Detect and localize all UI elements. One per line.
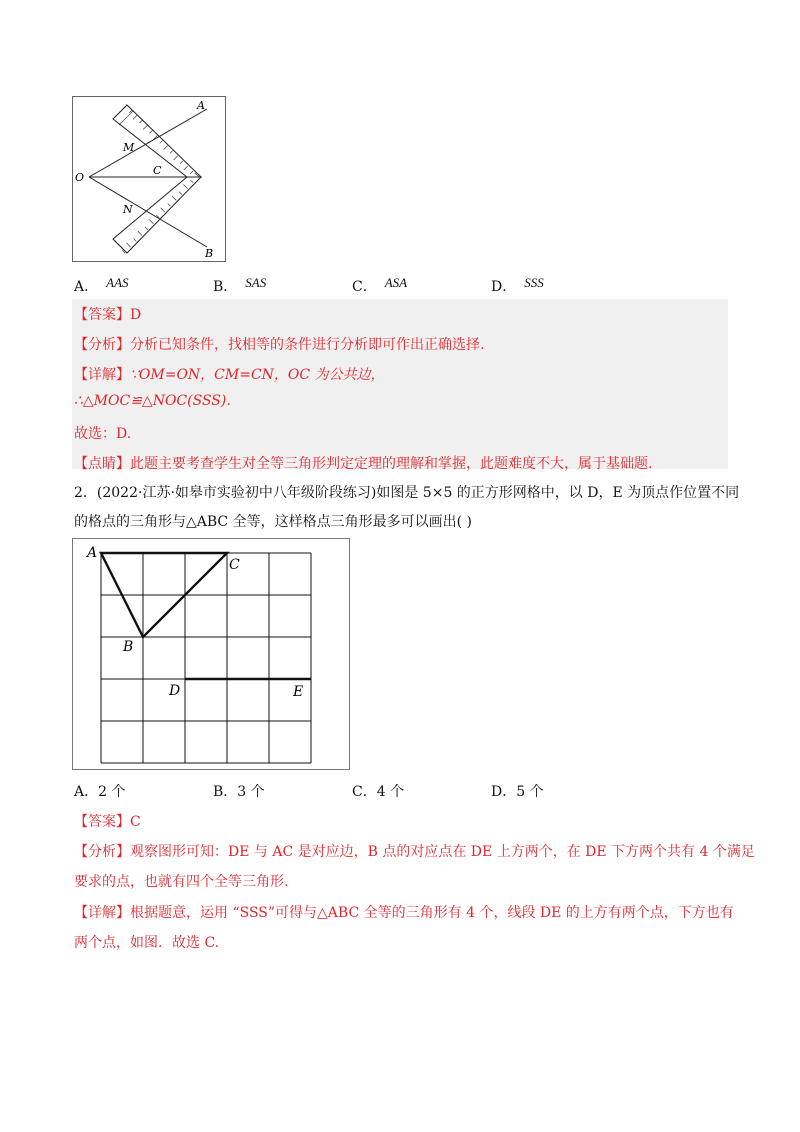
choice-value: ASA [384,275,408,290]
q2-analysis-2: 要求的点，也就有四个全等三角形. [74,874,289,890]
q1-detail-1: 【详解】∵OM=ON，CM=CN，OC 为公共边， [74,367,385,383]
q1-answer: 【答案】D [74,307,142,323]
label-d: D [169,683,181,699]
choice-letter: D． [491,784,517,800]
choice-letter: A． [74,784,99,800]
choice-value: SAS [245,275,267,290]
q2-analysis-1: 【分析】观察图形可知：DE 与 AC 是对应边，B 点的对应点在 DE 上方两个，在 DE 下方两个共有 4 个满足 [74,844,755,860]
q2-detail-1: 【详解】根据题意，运用 “SSS”可得与△ABC 全等的三角形有 4 个，线段 DE 的上方有两个点，下方也有 [74,905,734,921]
q2-detail-2: 两个点，如图．故选 C. [74,935,220,951]
q2-choice-c[interactable] [352,781,404,801]
q1-choice-d[interactable] [491,276,544,296]
q1-comment: 【点睛】此题主要考查学生对全等三角形判定定理的理解和掌握，此题难度不大，属于基础题. [74,456,653,472]
q2-choice-a[interactable] [74,781,125,801]
choice-value: 2 个 [98,784,126,800]
label-c: C [229,557,240,573]
choice-letter: B． [213,279,238,295]
ruler-diagram [73,97,225,261]
label-n: N [123,203,133,216]
label-e: E [293,684,304,700]
q1-solution-box [72,299,728,469]
label-o: O [75,171,85,184]
choice-letter: B． [213,784,238,800]
q2-answer: 【答案】C [74,814,141,830]
grid-figure [72,538,350,770]
q1-choice-b[interactable] [213,276,266,296]
ruler-figure [72,96,226,262]
label-m: M [123,141,135,154]
q1-choice-c[interactable] [352,276,407,296]
q1-analysis: 【分析】分析已知条件，找相等的条件进行分析即可作出正确选择. [74,337,485,353]
choice-value: SSS [524,275,544,290]
choice-letter: A． [74,279,99,295]
label-b: B [205,247,214,260]
label-b: B [123,639,134,655]
label-c: C [153,164,162,177]
choice-letter: D． [491,279,517,295]
q2-choice-b[interactable] [213,781,265,801]
choice-letter: C． [352,279,377,295]
label-a: A [87,545,98,561]
choice-value: 4 个 [376,784,405,800]
choice-letter: C． [352,784,377,800]
grid-diagram [73,539,349,769]
choice-value: 3 个 [237,784,265,800]
q2-stem-line-1: 2．(2022·江苏·如皋市实验初中八年级阶段练习)如图是 5×5 的正方形网格中，以 D，E 为顶点作位置不同 [74,485,740,501]
q1-detail-2: ∴△MOC≌△NOC(SSS). [74,393,231,409]
q2-choice-d[interactable] [491,781,544,801]
choice-value: AAS [106,275,129,290]
label-a: A [197,99,205,112]
q2-stem-line-2: 的格点的三角形与△ABC 全等，这样格点三角形最多可以画出( ) [74,514,472,530]
q1-choice-a[interactable] [74,276,129,296]
q1-detail-3: 故选：D. [74,426,132,442]
choice-value: 5 个 [516,784,544,800]
